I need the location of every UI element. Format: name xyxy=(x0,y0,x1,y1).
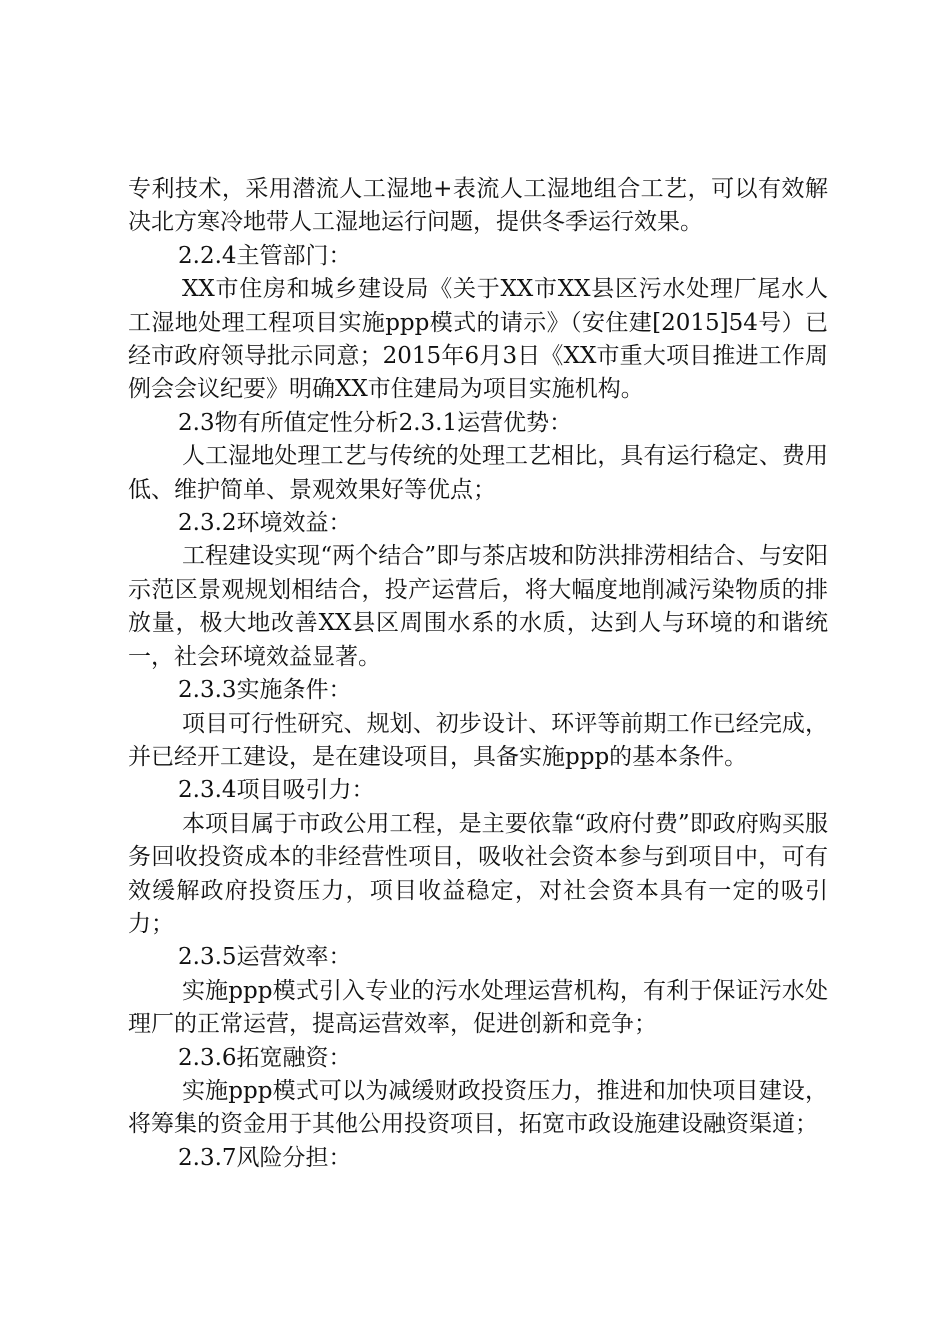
paragraph-continuation: 专利技术，采用潜流人工湿地+表流人工湿地组合工艺，可以有效解决北方寒冷地带人工湿地运行问题，提供冬季运行效果。 xyxy=(128,176,828,236)
paragraph-broaden-financing: 实施ppp模式可以为减缓财政投资压力，推进和加快项目建设，将筹集的资金用于其他公用投资项目，拓宽市政设施建设融资渠道； xyxy=(128,1077,828,1138)
document-body xyxy=(128,173,828,1175)
section-heading-2-3-2: 2.3.2环境效益： xyxy=(178,510,352,537)
paragraph-implementation-conditions: 项目可行性研究、规划、初步设计、环评等前期工作已经完成，并已经开工建设，是在建设项目，具备实施ppp的基本条件。 xyxy=(128,710,828,770)
section-heading-2-3-4: 2.3.4项目吸引力： xyxy=(178,777,375,804)
paragraph-competent-department: XX市住房和城乡建设局《关于XX市XX县区污水处理厂尾水人工湿地处理工程项目实施ppp模式的请示》（安住建[2015]54号）已经市政府领导批示同意；2015年6月3日《XX市重大项目推进工作周例会会议纪要》明确XX市住建局为项目实施机构。 xyxy=(128,276,828,403)
section-heading-2-3-5: 2.3.5运营效率： xyxy=(178,944,352,971)
paragraph-operation-advantage: 人工湿地处理工艺与传统的处理工艺相比，具有运行稳定、费用低、维护简单、景观效果好等优点； xyxy=(128,443,828,503)
section-heading-2-3-7: 2.3.7风险分担： xyxy=(178,1144,352,1171)
section-heading-2-2-4: 2.2.4主管部门： xyxy=(178,242,352,269)
section-heading-2-3-1: 2.3物有所值定性分析2.3.1运营优势： xyxy=(178,409,573,436)
paragraph-operation-efficiency: 实施ppp模式引入专业的污水处理运营机构，有利于保证污水处理厂的正常运营，提高运营效率，促进创新和竞争； xyxy=(128,977,828,1038)
paragraph-project-attraction: 本项目属于市政公用工程，是主要依靠“政府付费”即政府购买服务回收投资成本的非经营性项目，吸收社会资本参与到项目中，可有效缓解政府投资压力，项目收益稳定，对社会资本具有一定的吸引力； xyxy=(128,810,828,937)
section-heading-2-3-3: 2.3.3实施条件： xyxy=(178,677,352,704)
section-heading-2-3-6: 2.3.6拓宽融资： xyxy=(178,1044,352,1071)
paragraph-environmental-benefit: 工程建设实现“两个结合”即与茶店坡和防洪排涝相结合、与安阳示范区景观规划相结合，投产运营后，将大幅度地削减污染物质的排放量，极大地改善XX县区周围水系的水质，达到人与环境的和谐统一，社会环境效益显著。 xyxy=(128,543,828,670)
